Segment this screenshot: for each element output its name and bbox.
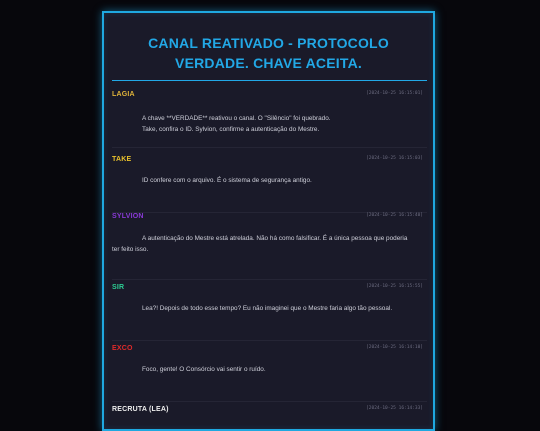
chat-message: [112, 345, 427, 402]
message-sender: SYLVION: [112, 213, 144, 220]
message-sender: EXCO: [112, 345, 133, 352]
title-divider: [112, 80, 427, 81]
message-sender: SIR: [112, 284, 125, 291]
chat-message: [112, 213, 427, 280]
message-line: A chave **VERDADE** reativou o canal. O "Silêncio" foi quebrado.: [142, 115, 331, 122]
message-sender: LAGIA: [112, 91, 135, 98]
message-timestamp: [2024-10-25 16:14:33]: [366, 406, 423, 411]
message-line: Lea?! Depois de todo esse tempo? Eu não imaginei que o Mestre faria algo tão pessoal.: [142, 305, 393, 312]
message-body: [112, 298, 427, 314]
message-sender: TAKE: [112, 156, 132, 163]
message-line: ter feito isso.: [112, 246, 149, 253]
message-timestamp: [2024-10-25 16:14:10]: [366, 345, 423, 350]
message-timestamp: [2024-10-25 16:15:01]: [366, 91, 423, 96]
message-timestamp: [2024-10-25 16:15:55]: [366, 284, 423, 289]
chat-message: [112, 156, 427, 213]
message-timestamp: [2024-10-25 16:15:40]: [366, 213, 423, 218]
message-body: [112, 227, 427, 255]
message-timestamp: [2024-10-25 16:15:03]: [366, 156, 423, 161]
message-line: Take, confira o ID. Sylvion, confirme a autenticação do Mestre.: [142, 126, 320, 133]
message-line: ID confere com o arquivo. É o sistema de segurança antigo.: [142, 177, 312, 184]
chat-log-panel: [102, 11, 435, 431]
message-body: [112, 359, 427, 375]
chat-message: [112, 406, 427, 431]
message-sender: RECRUTA (LEA): [112, 406, 169, 413]
message-line: A autenticação do Mestre está atrelada. Não há como falsificar. É a única pessoa que poderia: [142, 235, 408, 242]
chat-message: [112, 91, 427, 148]
message-line: Foco, gente! O Consórcio vai sentir o ruído.: [142, 366, 266, 373]
channel-title: CANAL REATIVADO - PROTOCOLO VERDADE. CHAVE ACEITA.: [148, 35, 389, 71]
chat-message: [112, 284, 427, 341]
message-body: [112, 105, 427, 135]
message-body: [112, 170, 427, 186]
